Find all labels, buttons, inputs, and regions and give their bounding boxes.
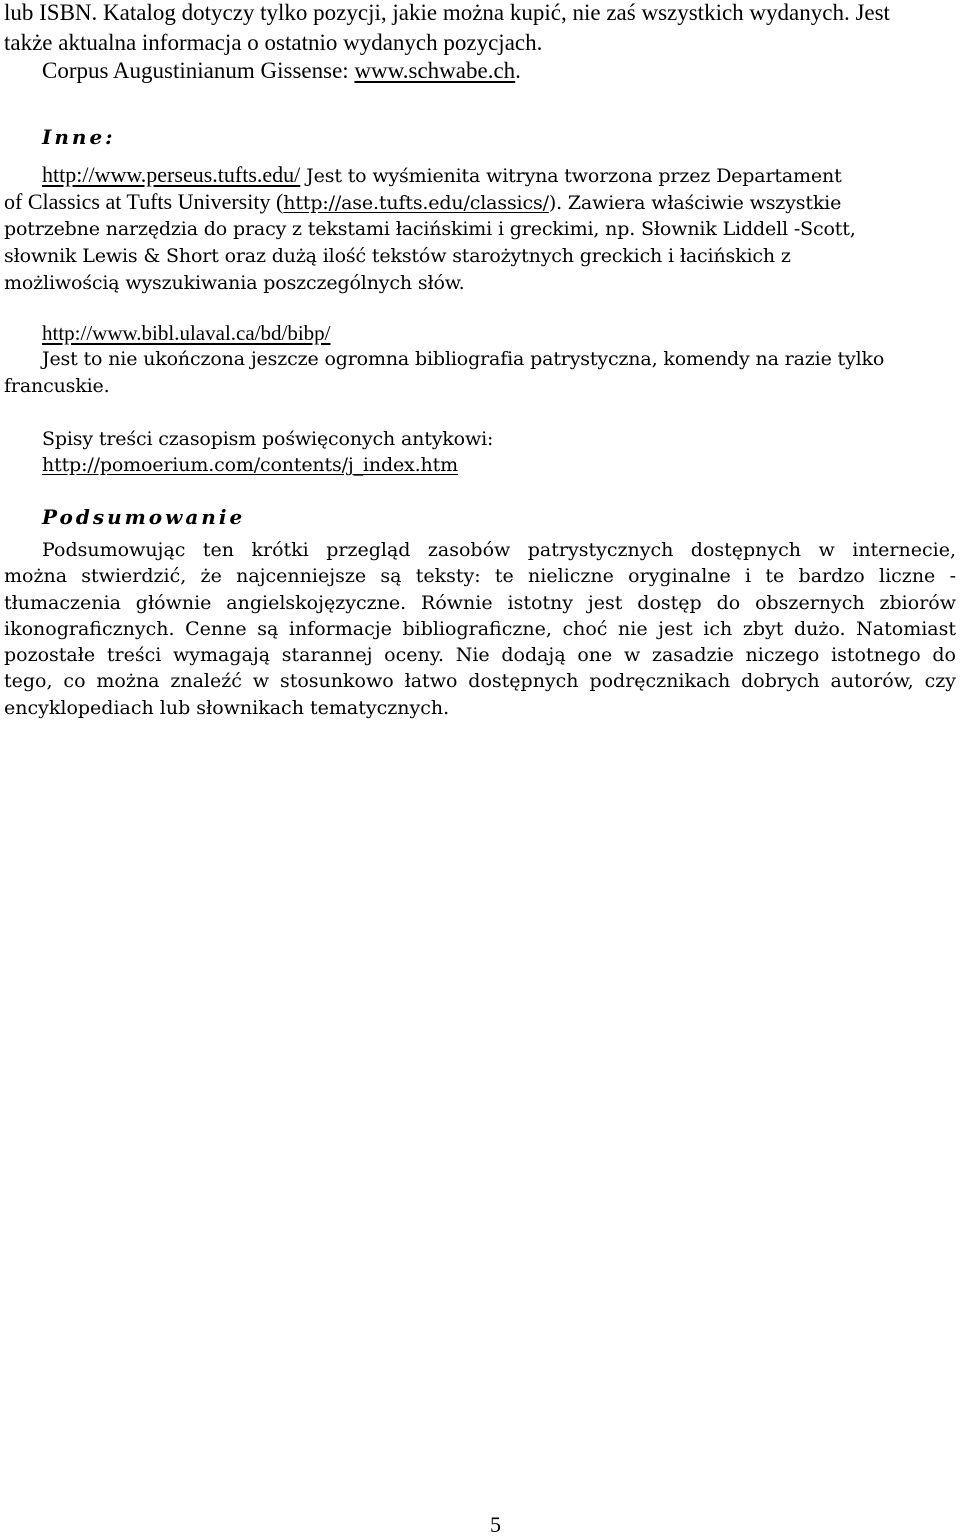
text-line xyxy=(4,270,465,296)
summary-line: Podsumowując ten krótki przegląd zasobów patrystycznych dostępnych w internecie, xyxy=(42,539,956,561)
tufts-classics-link[interactable]: http://ase.tufts.edu/classics/ xyxy=(283,192,549,214)
summary-line: pozostałe treści wymagają starannej oceny. Nie dodają one w zasadzie niczego istotnego do xyxy=(4,644,956,667)
text-line xyxy=(42,452,458,478)
perseus-text-3: potrzebne narzędzia do pracy z tekstami łacińskimi i greckimi, np. Słownik Liddell -Scott, xyxy=(4,218,856,240)
bibl-text-1: Jest to nie ukończona jeszcze ogromna bibliografia patrystyczna, komendy na razie tylko xyxy=(42,348,885,370)
catalog-text-line-1: lub ISBN. Katalog dotyczy tylko pozycji, jakie można kupić, nie zaś wszystkich wydanych. Jest xyxy=(4,0,890,25)
schwabe-link[interactable]: www.schwabe.ch xyxy=(354,58,516,83)
corpus-label: Corpus Augustinianum Gissense: xyxy=(42,58,355,83)
text-line xyxy=(42,346,884,372)
section-heading-inne xyxy=(42,124,116,150)
text-line xyxy=(4,0,890,26)
summary-line: ikonograficznych. Cenne są informacje bibliograficzne, choć nie jest ich zbyt dużo. Natomiast xyxy=(4,617,956,640)
perseus-text-1: Jest to wyśmienita witryna tworzona przez Departament xyxy=(300,165,842,187)
spisy-text: Spisy treści czasopism poświęconych antykowi: xyxy=(42,428,494,450)
text-line xyxy=(4,216,856,242)
perseus-text-2-suffix: ). Zawiera właściwie wszystkie xyxy=(548,192,842,214)
page-number: 5 xyxy=(490,1512,501,1537)
catalog-text-line-2: także aktualna informacja o ostatnio wydanych pozycjach. xyxy=(4,30,543,55)
summary-line: można stwierdzić, że najcenniejsze są teksty: te nieliczne oryginalne i te bardzo liczne - xyxy=(4,565,956,588)
bibl-ulaval-link[interactable]: http://www.bibl.ulaval.ca/bd/bibp/ xyxy=(42,321,331,345)
perseus-text-2-prefix: of Classics at Tufts University ( xyxy=(4,189,284,214)
perseus-text-5: możliwością wyszukiwania poszczególnych słów. xyxy=(4,272,465,294)
corpus-suffix: . xyxy=(515,58,521,83)
pomoerium-link[interactable]: http://pomoerium.com/contents/j_index.htm xyxy=(42,454,458,476)
section-heading-podsumowanie xyxy=(42,504,245,530)
summary-line: encyklopediach lub słownikach tematycznych. xyxy=(4,696,450,719)
text-line xyxy=(4,30,542,56)
summary-line: tego, co można znaleźć w stosunkowo łatwo dostępnych podręcznikach dobrych autorów, czy xyxy=(4,670,956,693)
text-line xyxy=(4,243,791,269)
section-heading-inne-text: Inne: xyxy=(42,125,116,149)
text-line xyxy=(4,373,110,399)
text-line xyxy=(4,189,841,216)
text-line xyxy=(42,58,521,84)
section-heading-podsumowanie-text: Podsumowanie xyxy=(42,505,246,529)
text-line xyxy=(42,162,842,189)
perseus-link[interactable]: http://www.perseus.tufts.edu/ xyxy=(42,162,301,187)
summary-paragraph xyxy=(4,537,956,721)
bibl-text-2: francuskie. xyxy=(4,375,110,397)
text-line xyxy=(42,320,331,346)
perseus-text-4: słownik Lewis & Short oraz dużą ilość tekstów starożytnych greckich i łacińskich z xyxy=(4,245,791,267)
text-line xyxy=(42,426,493,452)
summary-line: tłumaczenia głównie angielskojęzyczne. Równie istotny jest dostęp do obszernych zbiorów xyxy=(4,591,956,614)
